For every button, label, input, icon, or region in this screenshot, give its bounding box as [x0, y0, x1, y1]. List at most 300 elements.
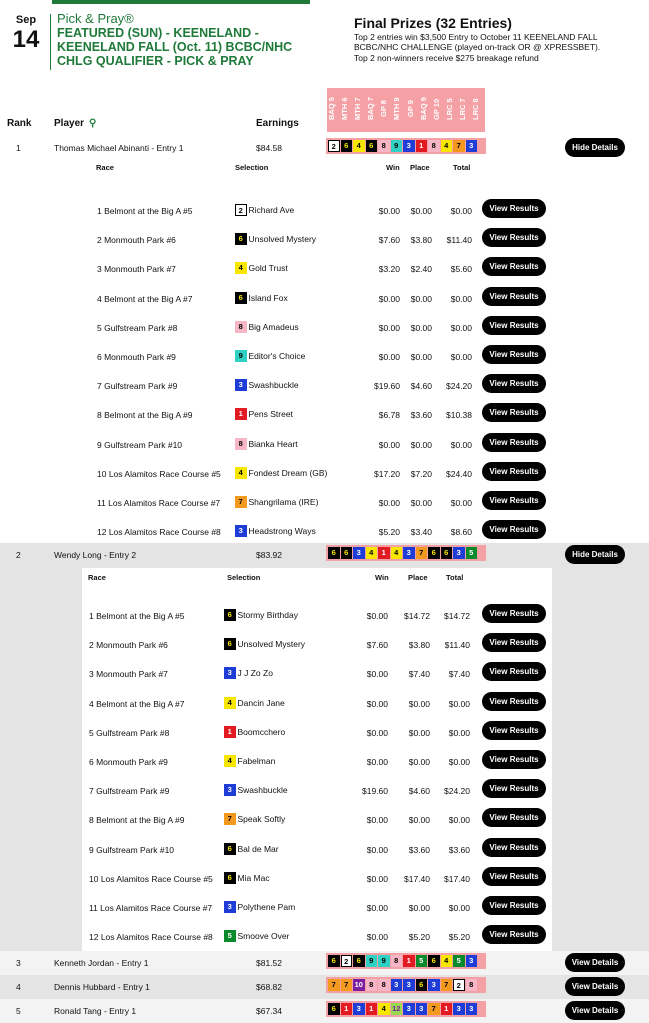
- player-name: Dennis Hubbard - Entry 1: [54, 982, 150, 992]
- saddle-cloth-number: 10: [354, 980, 363, 989]
- saddle-cloth-number: 4: [235, 262, 247, 274]
- payout-place: $0.00: [408, 903, 430, 913]
- selection: [224, 901, 295, 913]
- saddle-cloth-number: 5: [466, 547, 478, 559]
- payout-total: $0.00: [450, 498, 472, 508]
- hide-details-button[interactable]: Hide Details: [565, 545, 625, 564]
- saddle-cloth-number: 5: [416, 955, 428, 967]
- selection-strip: [326, 1001, 486, 1017]
- race-name: 8 Belmont at the Big A #9: [89, 815, 185, 826]
- saddle-cloth-number: 3: [391, 979, 403, 991]
- payout-place: $3.80: [410, 235, 432, 246]
- player-rank: 3: [16, 958, 21, 968]
- payout-win: $19.60: [374, 381, 400, 392]
- saddle-cloth-number: 12: [392, 1004, 401, 1013]
- payout-total: $17.40: [444, 873, 470, 884]
- payout-total: $0.00: [448, 903, 470, 913]
- payout-win: $0.00: [378, 439, 400, 450]
- player-earnings: $81.52: [256, 958, 282, 968]
- race-name: 6 Monmouth Park #9: [97, 352, 176, 362]
- saddle-cloth-number: 7: [441, 979, 453, 991]
- brand-bar: [52, 0, 310, 4]
- saddle-cloth-number: 1: [441, 1003, 453, 1015]
- details-header-selection: Selection: [235, 163, 269, 172]
- details-header-win: Win: [375, 573, 389, 582]
- horse-name: Bianka Heart: [248, 438, 298, 449]
- payout-place: $0.00: [410, 293, 432, 304]
- details-header-win: Win: [386, 163, 400, 172]
- saddle-cloth-number: 6: [341, 140, 353, 152]
- details-row: [82, 689, 552, 718]
- player-name: Kenneth Jordan - Entry 1: [54, 958, 149, 968]
- view-results-button[interactable]: View Results: [482, 433, 546, 452]
- race-column-header: GP 10: [431, 98, 441, 120]
- race-column-header: BAQ 7: [366, 97, 376, 121]
- view-results-button[interactable]: View Results: [482, 779, 546, 798]
- horse-name: Unsolved Mystery: [248, 234, 317, 245]
- view-results-button[interactable]: View Results: [482, 257, 546, 276]
- rank-header: Rank: [7, 118, 32, 129]
- selection: [235, 467, 327, 479]
- view-details-button[interactable]: View Details: [565, 977, 625, 996]
- details-row: [90, 254, 539, 283]
- details-header-selection: Selection: [227, 573, 261, 582]
- saddle-cloth-number: 6: [428, 955, 440, 967]
- details-row: [90, 488, 539, 517]
- details-header-total: Total: [446, 573, 464, 582]
- player-name: Thomas Michael Abinanti - Entry 1: [54, 143, 184, 153]
- payout-total: $0.00: [448, 727, 470, 738]
- saddle-cloth-number: 9: [391, 140, 403, 152]
- payout-place: $4.60: [408, 786, 430, 797]
- horse-name: Boomcchero: [237, 726, 286, 737]
- race-name: 10 Los Alamitos Race Course #5: [97, 468, 221, 479]
- race-column-headers: [327, 88, 485, 132]
- saddle-cloth-number: 3: [353, 1003, 365, 1015]
- view-results-button[interactable]: View Results: [482, 925, 546, 944]
- view-results-button[interactable]: View Results: [482, 287, 546, 306]
- horse-name: Pens Street: [248, 409, 293, 420]
- race-name: 4 Belmont at the Big A #7: [97, 293, 193, 304]
- saddle-cloth-number: 1: [403, 955, 415, 967]
- selection: [224, 638, 305, 650]
- hide-details-button[interactable]: Hide Details: [565, 138, 625, 157]
- player-earnings: $68.82: [256, 982, 282, 992]
- saddle-cloth-number: 4: [378, 1003, 390, 1015]
- saddle-cloth-number: 6: [224, 638, 236, 650]
- payout-total: $0.00: [450, 439, 472, 450]
- player-earnings: $84.58: [256, 143, 282, 153]
- selection: [235, 350, 305, 362]
- details-row: [90, 400, 539, 429]
- details-row: [90, 342, 539, 371]
- payout-place: $0.00: [410, 439, 432, 450]
- saddle-cloth-number: 3: [403, 547, 415, 559]
- horse-name: Speak Softly: [237, 814, 286, 825]
- payout-place: $3.60: [408, 844, 430, 855]
- horse-name: Polythene Pam: [237, 902, 296, 912]
- saddle-cloth-number: 8: [378, 140, 390, 152]
- saddle-cloth-number: 2: [328, 140, 340, 152]
- race-name: 7 Gulfstream Park #9: [89, 786, 170, 797]
- payout-total: $11.40: [446, 235, 472, 246]
- race-name: 1 Belmont at the Big A #5: [97, 206, 193, 216]
- saddle-cloth-number: 6: [328, 955, 340, 967]
- payout-win: $0.00: [378, 293, 400, 304]
- view-results-button[interactable]: View Results: [482, 633, 546, 652]
- view-details-button[interactable]: View Details: [565, 953, 625, 972]
- payout-place: $2.40: [410, 264, 432, 275]
- details-row: [90, 313, 539, 342]
- details-header-total: Total: [453, 163, 471, 172]
- player-row: [0, 543, 649, 567]
- saddle-cloth-number: 6: [328, 547, 340, 559]
- saddle-cloth-number: 3: [403, 1003, 415, 1015]
- horse-name: Bal de Mar: [237, 843, 279, 854]
- saddle-cloth-number: 4: [353, 140, 365, 152]
- saddle-cloth-number: 9: [378, 955, 390, 967]
- payout-place: $3.80: [408, 640, 430, 651]
- prize-heading: Final Prizes (32 Entries): [354, 15, 512, 31]
- details-row: [82, 893, 552, 922]
- view-results-button[interactable]: View Results: [482, 838, 546, 857]
- horse-name: Gold Trust: [248, 263, 288, 274]
- horse-name: Headstrong Ways: [248, 526, 316, 537]
- saddle-cloth-number: 4: [391, 547, 403, 559]
- player-header-label: Player: [54, 118, 85, 129]
- payout-place: $0.00: [410, 206, 432, 216]
- selection: [235, 525, 316, 537]
- player-earnings: $83.92: [256, 550, 282, 560]
- details-panel: [82, 568, 552, 951]
- saddle-cloth-number: 4: [224, 697, 236, 709]
- payout-total: $5.60: [450, 264, 472, 275]
- selection-strip: [326, 138, 486, 154]
- selection: [224, 697, 285, 709]
- payout-total: $0.00: [450, 293, 472, 304]
- horse-name: Mia Mac: [237, 872, 270, 883]
- selection: [235, 233, 316, 245]
- horse-name: J J Zo Zo: [237, 668, 273, 679]
- race-column-header: BAQ 5: [327, 97, 336, 121]
- view-results-button[interactable]: View Results: [482, 662, 546, 681]
- race-column-header: MTH 7: [353, 97, 363, 121]
- payout-win: $0.00: [366, 698, 388, 709]
- saddle-cloth-number: 3: [224, 784, 236, 796]
- saddle-cloth-number: 6: [235, 233, 247, 245]
- payout-total: $0.00: [450, 352, 472, 362]
- horse-name: Dancin Jane: [237, 697, 285, 708]
- saddle-cloth-number: 2: [341, 955, 353, 967]
- selection: [224, 784, 288, 796]
- payout-place: $3.60: [410, 410, 432, 421]
- saddle-cloth-number: 9: [366, 955, 378, 967]
- selection: [235, 496, 318, 508]
- contest-name: FEATURED (SUN) - KEENELAND - KEENELAND FALL (Oct. 11) BCBC/NHC CHLG QUALIFIER - PICK & PRAY: [57, 26, 293, 68]
- selection: [224, 755, 275, 767]
- view-results-button[interactable]: View Results: [482, 462, 546, 481]
- details-row: [82, 630, 552, 659]
- saddle-cloth-number: 8: [391, 955, 403, 967]
- horse-name: Island Fox: [248, 292, 288, 303]
- payout-win: $0.00: [366, 873, 388, 884]
- details-row: [82, 776, 552, 805]
- race-name: 1 Belmont at the Big A #5: [89, 611, 185, 621]
- saddle-cloth-number: 8: [235, 438, 247, 450]
- saddle-cloth-number: 4: [441, 955, 453, 967]
- view-results-button[interactable]: View Results: [482, 491, 546, 510]
- player-row: [0, 975, 649, 999]
- saddle-cloth-number: 6: [224, 609, 236, 621]
- race-column-header: GP 8: [379, 100, 389, 118]
- race-name: 3 Monmouth Park #7: [97, 264, 176, 275]
- saddle-cloth-number: 3: [428, 979, 440, 991]
- race-name: 2 Monmouth Park #6: [89, 640, 168, 651]
- view-results-button[interactable]: View Results: [482, 867, 546, 886]
- saddle-cloth-number: 3: [353, 547, 365, 559]
- details-row: [90, 196, 539, 225]
- horse-name: Fondest Dream (GB): [248, 467, 328, 478]
- view-results-button[interactable]: View Results: [482, 896, 546, 915]
- saddle-cloth-number: 2: [453, 979, 465, 991]
- saddle-cloth-number: 3: [466, 140, 478, 152]
- race-name: 5 Gulfstream Park #8: [89, 727, 170, 738]
- payout-win: $7.60: [366, 640, 388, 651]
- payout-win: $7.60: [378, 235, 400, 246]
- payout-total: $0.00: [448, 815, 470, 826]
- event-month: Sep: [15, 14, 37, 26]
- saddle-cloth-number: 4: [366, 547, 378, 559]
- saddle-cloth-number: 7: [341, 979, 353, 991]
- race-name: 9 Gulfstream Park #10: [89, 844, 175, 855]
- saddle-cloth-number: 9: [235, 350, 247, 362]
- payout-win: $0.00: [366, 727, 388, 738]
- player-earnings: $67.34: [256, 1006, 282, 1016]
- payout-place: $0.00: [410, 322, 432, 333]
- view-details-button[interactable]: View Details: [565, 1001, 625, 1020]
- race-name: 11 Los Alamitos Race Course #7: [89, 903, 213, 913]
- payout-total: $8.60: [450, 527, 472, 538]
- details-row: [82, 805, 552, 834]
- details-row: [90, 459, 539, 488]
- saddle-cloth-number: 4: [235, 467, 247, 479]
- saddle-cloth-number: 1: [416, 140, 428, 152]
- details-row: [90, 225, 539, 254]
- selection: [224, 813, 285, 825]
- race-column-header: LRC 8: [471, 98, 481, 120]
- view-results-button[interactable]: View Results: [482, 316, 546, 335]
- selection: [224, 843, 279, 855]
- player-row: [0, 136, 649, 160]
- horse-name: Editor's Choice: [248, 351, 306, 361]
- selection-strip: [326, 953, 486, 969]
- payout-place: $3.40: [410, 527, 432, 538]
- saddle-cloth-number: 3: [453, 1003, 465, 1015]
- horse-name: Smoove Over: [237, 931, 290, 942]
- saddle-cloth-number: 6: [328, 1003, 340, 1015]
- saddle-cloth-number: 1: [235, 408, 247, 420]
- payout-win: $0.00: [366, 669, 388, 680]
- payout-place: $0.00: [410, 498, 432, 508]
- saddle-cloth-number: 3: [224, 901, 236, 913]
- selection: [235, 204, 294, 216]
- selection: [235, 321, 299, 333]
- race-name: 4 Belmont at the Big A #7: [89, 698, 185, 709]
- saddle-cloth-number: 8: [428, 140, 440, 152]
- payout-total: $3.60: [448, 844, 470, 855]
- payout-place: $0.00: [408, 727, 430, 738]
- saddle-cloth-number: 7: [328, 979, 340, 991]
- saddle-cloth-number: 7: [224, 813, 236, 825]
- details-header-place: Place: [408, 573, 428, 582]
- payout-win: $0.00: [378, 352, 400, 362]
- view-results-button[interactable]: View Results: [482, 750, 546, 769]
- saddle-cloth-number: 4: [224, 755, 236, 767]
- saddle-cloth-number: 6: [353, 955, 365, 967]
- selection: [224, 872, 270, 884]
- details-row: [82, 601, 552, 630]
- horse-name: Stormy Birthday: [237, 610, 298, 620]
- payout-total: $10.38: [446, 410, 472, 421]
- details-row: [82, 922, 552, 951]
- payout-win: $0.00: [366, 815, 388, 826]
- player-row: [0, 999, 649, 1023]
- payout-place: $7.20: [410, 468, 432, 479]
- selection: [224, 609, 298, 621]
- race-name: 3 Monmouth Park #7: [89, 669, 168, 680]
- race-column-header: GP 9: [405, 100, 415, 118]
- earnings-header: Earnings: [256, 118, 299, 129]
- player-name: Ronald Tang - Entry 1: [54, 1006, 137, 1016]
- player-header: [54, 118, 96, 129]
- saddle-cloth-number: 3: [235, 379, 247, 391]
- player-rank: 5: [16, 1006, 21, 1016]
- race-name: 6 Monmouth Park #9: [89, 757, 168, 767]
- view-results-button[interactable]: View Results: [482, 721, 546, 740]
- prize-line-2: Top 2 non-winners receive $275 breakage refund: [354, 53, 539, 63]
- view-results-button[interactable]: View Results: [482, 692, 546, 711]
- race-column-header: LRC 7: [457, 98, 467, 120]
- selection: [235, 292, 288, 304]
- view-results-button[interactable]: View Results: [482, 604, 546, 623]
- search-icon[interactable]: ⚲: [89, 118, 97, 129]
- race-name: 5 Gulfstream Park #8: [97, 322, 178, 333]
- view-results-button[interactable]: View Results: [482, 374, 546, 393]
- payout-total: $5.20: [448, 932, 470, 943]
- details-row: [90, 371, 539, 400]
- details-header: [90, 158, 510, 188]
- payout-win: $0.00: [378, 206, 400, 216]
- payout-win: $0.00: [366, 903, 388, 913]
- saddle-cloth-number: 3: [403, 979, 415, 991]
- payout-win: $17.20: [374, 468, 400, 479]
- race-name: 10 Los Alamitos Race Course #5: [89, 873, 213, 884]
- player-rank: 4: [16, 982, 21, 992]
- saddle-cloth-number: 6: [224, 872, 236, 884]
- payout-total: $0.00: [448, 698, 470, 709]
- divider: [50, 14, 51, 70]
- saddle-cloth-number: 7: [453, 140, 465, 152]
- selection: [235, 438, 298, 450]
- horse-name: Fabelman: [237, 756, 276, 766]
- view-results-button[interactable]: View Results: [482, 808, 546, 827]
- details-row: [90, 517, 539, 546]
- race-name: 11 Los Alamitos Race Course #7: [97, 498, 221, 508]
- saddle-cloth-number: 3: [416, 1003, 428, 1015]
- payout-win: $0.00: [366, 611, 388, 621]
- payout-place: $14.72: [404, 611, 430, 621]
- details-panel: [90, 158, 539, 546]
- saddle-cloth-number: 1: [366, 1003, 378, 1015]
- race-name: 9 Gulfstream Park #10: [97, 439, 183, 450]
- selection: [224, 726, 285, 738]
- payout-place: $0.00: [408, 757, 430, 767]
- saddle-cloth-number: 2: [235, 204, 247, 216]
- race-name: 7 Gulfstream Park #9: [97, 381, 178, 392]
- saddle-cloth-number: 3: [235, 525, 247, 537]
- payout-total: $24.20: [446, 381, 472, 392]
- player-rank: 2: [16, 550, 21, 560]
- payout-win: $0.00: [366, 932, 388, 943]
- selection: [224, 667, 273, 679]
- saddle-cloth-number: 7: [428, 1003, 440, 1015]
- saddle-cloth-number: 6: [341, 547, 353, 559]
- race-column-header: MTH 9: [392, 97, 402, 121]
- details-row: [82, 747, 552, 776]
- payout-place: $0.00: [408, 815, 430, 826]
- saddle-cloth-number: 3: [403, 140, 415, 152]
- selection: [235, 262, 288, 274]
- payout-total: $0.00: [450, 322, 472, 333]
- event-date: [10, 14, 42, 52]
- view-results-button[interactable]: View Results: [482, 345, 546, 364]
- saddle-cloth-number: 8: [235, 321, 247, 333]
- payout-win: $0.00: [378, 498, 400, 508]
- player-name: Wendy Long - Entry 2: [54, 550, 137, 560]
- view-results-button[interactable]: View Results: [482, 199, 546, 218]
- race-column-header: BAQ 9: [418, 97, 428, 121]
- details-row: [82, 835, 552, 864]
- race-name: 12 Los Alamitos Race Course #8: [89, 932, 213, 943]
- payout-total: $24.40: [446, 468, 472, 479]
- saddle-cloth-number: 4: [441, 140, 453, 152]
- saddle-cloth-number: 5: [453, 955, 465, 967]
- payout-place: $17.40: [404, 873, 430, 884]
- race-column-header: LRC 5: [444, 98, 454, 120]
- player-row: [0, 951, 649, 975]
- saddle-cloth-number: 5: [224, 930, 236, 942]
- details-header-place: Place: [410, 163, 430, 172]
- contest-type: Pick & Pray®: [57, 11, 134, 26]
- race-column-header: MTH 6: [340, 97, 350, 121]
- details-row: [82, 864, 552, 893]
- saddle-cloth-number: 3: [466, 1003, 478, 1015]
- payout-win: $0.00: [366, 844, 388, 855]
- payout-win: $5.20: [378, 527, 400, 538]
- selection: [235, 408, 293, 420]
- view-results-button[interactable]: View Results: [482, 228, 546, 247]
- saddle-cloth-number: 8: [466, 979, 478, 991]
- saddle-cloth-number: 1: [341, 1003, 353, 1015]
- view-results-button[interactable]: View Results: [482, 520, 546, 539]
- payout-total: $24.20: [444, 786, 470, 797]
- view-results-button[interactable]: View Results: [482, 403, 546, 422]
- saddle-cloth-number: 3: [453, 547, 465, 559]
- payout-place: $7.40: [408, 669, 430, 680]
- details-row: [82, 718, 552, 747]
- race-name: 8 Belmont at the Big A #9: [97, 410, 193, 421]
- horse-name: Unsolved Mystery: [237, 639, 306, 650]
